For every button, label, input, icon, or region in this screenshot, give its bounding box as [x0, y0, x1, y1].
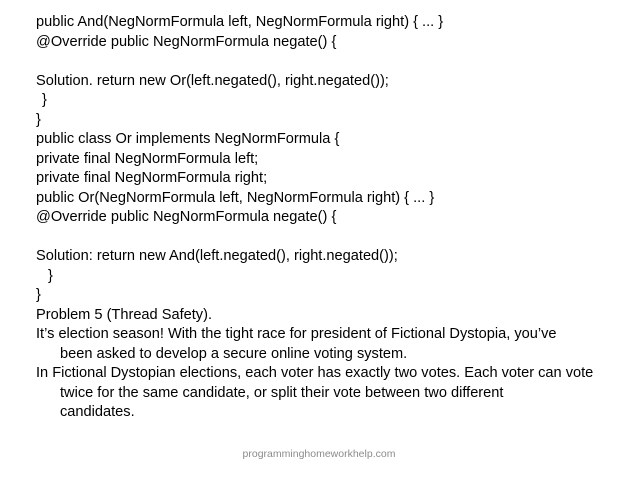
code-line-field-left: private final NegNormFormula left;	[36, 150, 259, 167]
paragraph-line: It’s election season! With the tight race for president of Fictional Dystopia, you’ve	[36, 326, 557, 342]
blank-line	[36, 52, 626, 72]
paragraph-line: twice for the same candidate, or split their vote between two different	[60, 384, 504, 401]
solution-line-and: Solution: return new And(left.negated(), right.negated());	[36, 248, 398, 264]
code-line-or-constructor: public Or(NegNormFormula left, NegNormFormula right) { ... }	[36, 189, 435, 206]
paragraph-line: candidates.	[60, 404, 135, 420]
footer-url: programminghomeworkhelp.com	[242, 448, 396, 460]
code-line-close-brace: }	[36, 111, 41, 128]
paragraph-line: In Fictional Dystopian elections, each voter has exactly two votes. Each voter can vote	[36, 365, 594, 381]
code-line-override-negate: @Override public NegNormFormula negate() {	[36, 209, 337, 225]
code-line-close-brace: }	[36, 287, 41, 303]
code-line-class-or: public class Or implements NegNormFormula {	[36, 131, 340, 147]
code-line-field-right: private final NegNormFormula right;	[36, 170, 268, 186]
blank-line	[36, 228, 626, 248]
code-line-and-constructor: public And(NegNormFormula left, NegNormFormula right) { ... }	[36, 14, 444, 30]
code-line-close-brace: }	[48, 267, 53, 284]
problem-heading: Problem 5 (Thread Safety).	[36, 306, 213, 323]
slide-body-text	[36, 13, 626, 423]
code-line-override-negate: @Override public NegNormFormula negate() {	[36, 33, 337, 50]
code-line-close-brace: }	[42, 92, 47, 108]
solution-line-or: Solution. return new Or(left.negated(), right.negated());	[36, 72, 389, 89]
paragraph-line: been asked to develop a secure online voting system.	[60, 345, 408, 362]
